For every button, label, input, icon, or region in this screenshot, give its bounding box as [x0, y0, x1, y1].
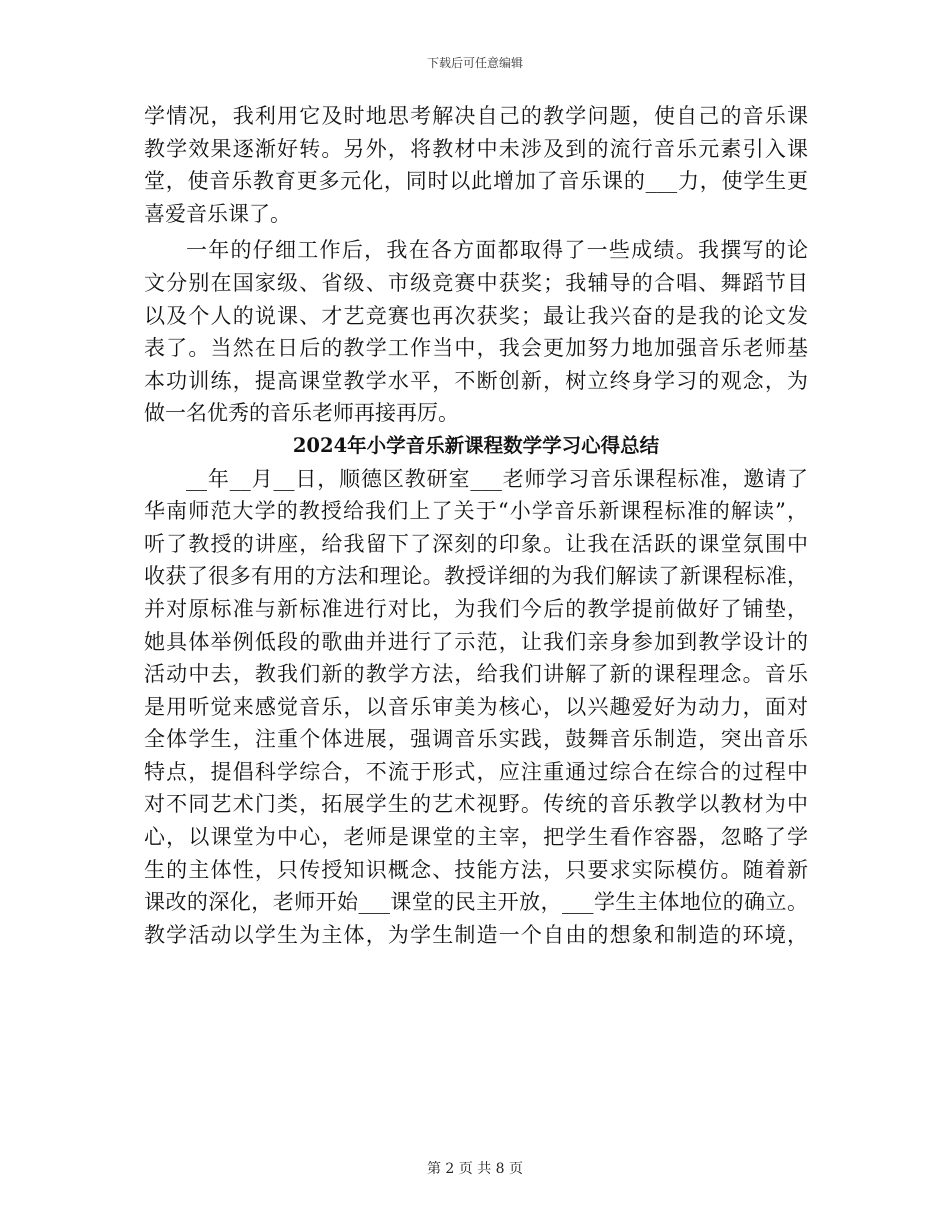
text-line: 听了教授的讲座，给我留下了深刻的印象。让我在活跃的课堂氛围中 [144, 531, 808, 556]
text-line: 学情况，我利用它及时地思考解决自己的教学问题，使自己的音乐课 [144, 104, 808, 128]
text-line: 以及个人的说课、才艺竞赛也再次获奖；最让我兴奋的是我的论文发 [144, 303, 808, 328]
text-line: 她具体举例低段的歌曲并进行了示范，让我们亲身参加到教学设计的 [144, 629, 808, 654]
paragraph-2 [144, 234, 808, 430]
paragraph-1 [144, 100, 808, 230]
text-line: 是用听觉来感觉音乐，以音乐审美为核心，以兴趣爱好为动力，面对 [144, 694, 808, 719]
text-line: 本功训练，提高课堂教学水平，不断创新，树立终身学习的观念，为 [144, 368, 808, 393]
text-line: 收获了很多有用的方法和理论。教授详细的为我们解读了新课程标准， [144, 564, 808, 589]
text-line: 活动中去，教我们新的教学方法，给我们讲解了新的课程理念。音乐 [144, 662, 808, 687]
text-line: 心，以课堂为中心，老师是课堂的主宰，把学生看作容器，忽略了学 [144, 825, 808, 850]
page-header: 下载后可任意编辑 [426, 56, 523, 70]
text-line: 堂，使音乐教育更多元化，同时以此增加了音乐课的___力，使学生更 [144, 169, 808, 194]
section-title: 2024年小学音乐新课程数学学习心得总结 [292, 433, 660, 457]
paragraph-3 [144, 463, 808, 952]
text-line: 生的主体性，只传授知识概念、技能方法，只要求实际模仿。随着新 [144, 857, 808, 882]
text-line: 做一名优秀的音乐老师再接再厉。 [144, 401, 459, 426]
text-line: 对不同艺术门类，拓展学生的艺术视野。传统的音乐教学以教材为中 [144, 792, 808, 817]
text-line: 课改的深化，老师开始___课堂的民主开放，___学生主体地位的确立。 [144, 890, 808, 915]
text-line: 表了。当然在日后的教学工作当中，我会更加努力地加强音乐老师基 [144, 336, 808, 361]
text-line: 教学效果逐渐好转。另外，将教材中未涉及到的流行音乐元素引入课 [144, 136, 808, 161]
text-line: 并对原标准与新标准进行对比，为我们今后的教学提前做好了铺垫， [144, 596, 808, 621]
document-body [144, 100, 808, 951]
text-line: 喜爱音乐课了。 [144, 201, 291, 226]
text-line: 文分别在国家级、省级、市级竞赛中获奖；我辅导的合唱、舞蹈节目 [144, 270, 808, 295]
text-line: 教学活动以学生为主体，为学生制造一个自由的想象和制造的环境， [144, 922, 808, 947]
text-line: 华南师范大学的教授给我们上了关于“小学音乐新课程标准的解读”， [144, 499, 808, 524]
text-line: 全体学生，注重个体进展，强调音乐实践，鼓舞音乐制造，突出音乐 [144, 727, 808, 752]
page-footer: 第 2 页 共 8 页 [426, 1161, 524, 1177]
text-line: 特点，提倡科学综合，不流于形式，应注重通过综合在综合的过程中 [144, 759, 808, 784]
text-line: __年__月__日，顺德区教研室___老师学习音乐课程标准，邀请了 [186, 466, 808, 491]
text-line: 一年的仔细工作后，我在各方面都取得了一些成绩。我撰写的论 [186, 238, 808, 263]
